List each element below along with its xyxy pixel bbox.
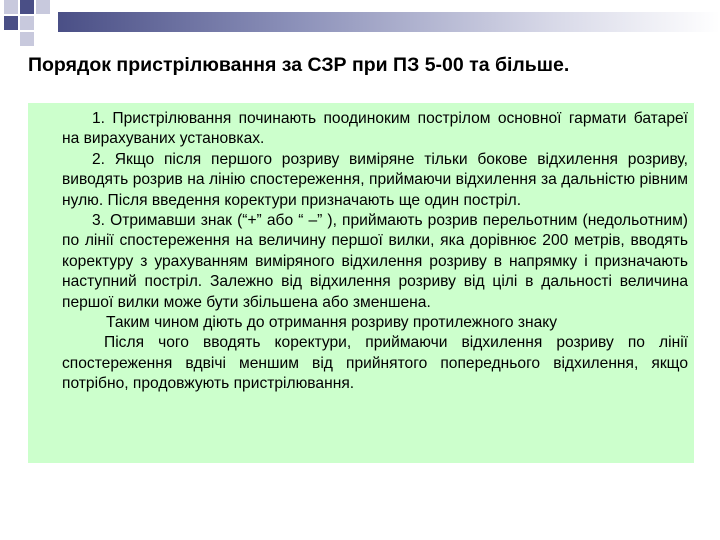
paragraph-3: 3. Отримавши знак (“+” або “ –” ), приймають розрив перельотним (недольотним) по лінії спостереження на величину першої вилки, яка дорівнює 200 метрів, вводять коректуру з урахуванням виміряного відхилення розриву в напрямку і призначають наступний постріл. Залежно від відхилення розриву від цілі в дальності величина першої вилки може бути збільшена або зменшена. — [62, 212, 688, 311]
decor-square-1 — [4, 0, 18, 14]
decor-square-5 — [20, 16, 34, 30]
paragraph-5: Після чого вводять коректури, приймаючи відхилення розриву по лінії спостереження вдвічі меншим від прийнятого попереднього відхилення, якщо потрібно, продовжують пристрілювання. — [62, 334, 688, 393]
decor-gradient-bar — [58, 12, 720, 32]
decor-square-2 — [20, 0, 34, 14]
slide-decoration — [0, 0, 720, 50]
decor-square-6 — [20, 32, 34, 46]
slide-title: Порядок пристрілювання за СЗР при ПЗ 5-00 та більше. — [28, 54, 570, 76]
decor-square-4 — [4, 16, 18, 30]
paragraph-4: Таким чином діють до отримання розриву протилежного знаку — [106, 314, 558, 332]
decor-square-3 — [36, 0, 50, 14]
paragraph-1: 1. Пристрілювання починають поодиноким пострілом основної гармати батареї на вирахуваних установках. — [62, 110, 688, 148]
content-box — [28, 103, 694, 463]
paragraph-2: 2. Якщо після першого розриву виміряне тільки бокове відхилення розриву, виводять розрив на лінію спостереження, приймаючи відхилення за дальністю рівним нулю. Після введення коректури призначають ще один постріл. — [62, 150, 688, 209]
